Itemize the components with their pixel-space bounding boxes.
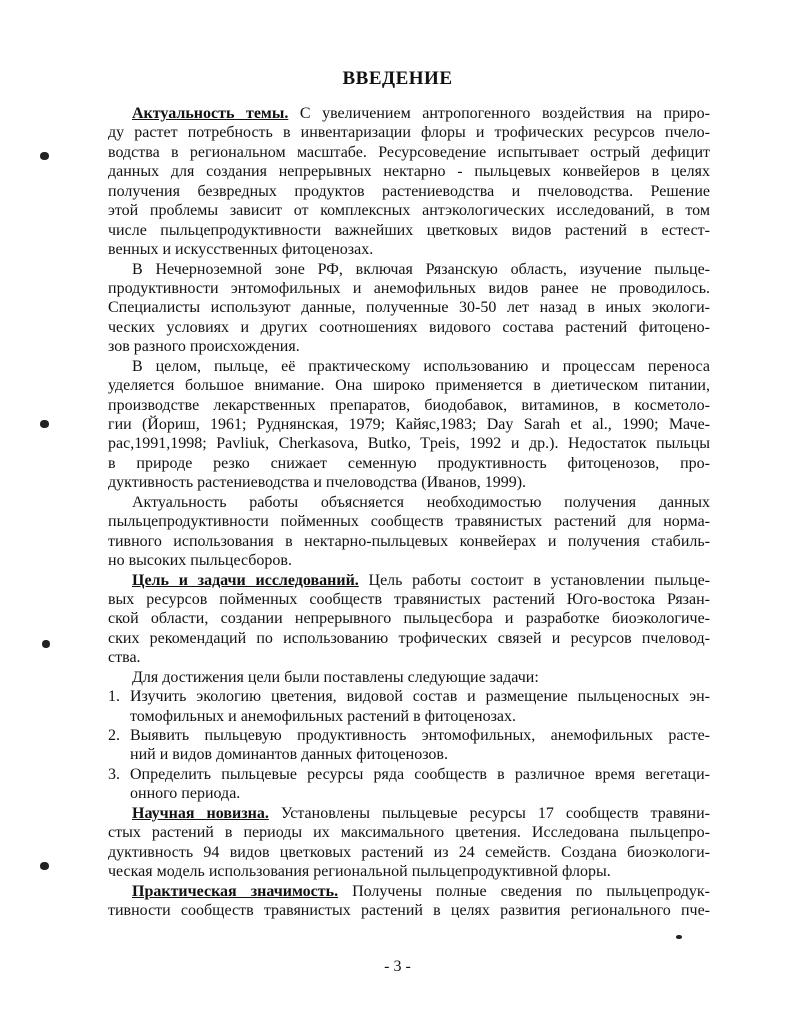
line-text: Установлены пыльцевые ресурсы 17 сообществ травяни- <box>268 804 710 822</box>
list-number: 1. <box>108 688 120 706</box>
text-line <box>108 551 710 570</box>
section-lead-heading: Практическая значимость. <box>132 882 339 900</box>
section-lead-heading: Научная новизна. <box>132 804 269 822</box>
document-body <box>108 104 710 920</box>
text-line <box>108 260 710 279</box>
line-text: ческая модель использования региональной пыльцепродуктивной флоры. <box>108 863 611 881</box>
line-text: в природе резко снижает семенную продуктивность фитоценозов, про- <box>108 454 710 472</box>
line-text: ства. <box>108 649 141 667</box>
line-text: продуктивности энтомофильных и анемофильных видов ранее не проводилось. <box>108 279 710 297</box>
line-text: В Нечерноземной зоне РФ, включая Рязанскую область, изучение пыльце- <box>132 260 710 278</box>
text-line <box>108 862 710 881</box>
line-text: ской области, создании непрерывного пыльцесбора и разработке биоэкологиче- <box>108 610 710 628</box>
text-line <box>108 318 710 337</box>
text-line <box>108 648 710 667</box>
text-line <box>108 162 710 181</box>
text-line <box>108 493 710 512</box>
line-text: но высоких пыльцесборов. <box>108 552 292 570</box>
text-line <box>108 182 710 201</box>
line-text: ческих условиях и других соотношениях видового состава растений фитоцено- <box>108 318 710 336</box>
text-line <box>108 298 710 317</box>
line-text: ду растет потребность в инвентаризации флоры и трофических ресурсов пчело- <box>108 124 710 142</box>
line-text: Специалисты используют данные, полученные 30-50 лет назад в иных экологи- <box>108 299 710 317</box>
text-line <box>108 415 710 434</box>
line-text: Выявить пыльцевую продуктивность энтомофильных, анемофильных расте- <box>130 727 710 744</box>
text-line <box>108 745 710 764</box>
line-text: числе пыльцепродуктивности важнейших цветковых видов растений в естест- <box>108 221 710 239</box>
line-text: ний и видов доминантов данных фитоценозов. <box>130 746 448 764</box>
line-text: венных и искусственных фитоценозах. <box>108 241 374 259</box>
line-text: дуктивность 94 видов цветковых растений из 24 семейств. Создана биоэкологи- <box>108 843 710 861</box>
text-line <box>108 201 710 220</box>
line-text: рас,1991,1998; Pavliuk, Cherkasova, Butko, Tpeis, 1992 и др.). Недостаток пыльцы <box>108 435 710 453</box>
text-line <box>108 571 710 590</box>
text-line <box>108 823 710 842</box>
page-number: - 3 - <box>384 958 411 975</box>
line-text: дуктивность растениеводства и пчеловодства (Иванов, 1999). <box>108 474 527 492</box>
line-text: томофильных и анемофильных растений в фитоценозах. <box>130 707 516 725</box>
text-line <box>108 221 710 240</box>
line-text: Получены полные сведения по пыльцепродук- <box>338 882 710 900</box>
text-line <box>108 376 710 395</box>
list-number: 2. <box>108 727 120 744</box>
section-lead-heading: Актуальность темы. <box>132 105 289 122</box>
text-line <box>108 707 710 726</box>
list-number: 3. <box>108 765 120 783</box>
line-text: Изучить экологию цветения, видовой состав и размещение пыльценосных эн- <box>130 688 710 706</box>
text-line <box>108 104 710 123</box>
text-line <box>108 629 710 648</box>
text-line <box>108 123 710 142</box>
line-text: стых растений в периоды их максимального цветения. Исследована пыльцепро- <box>108 824 710 842</box>
text-line <box>108 512 710 531</box>
line-text: тивности сообществ травянистых растений в целях развития регионального пче- <box>108 901 710 919</box>
text-line <box>108 882 710 901</box>
text-line <box>108 726 710 745</box>
text-line <box>108 784 710 803</box>
section-title: ВВЕДЕНИЕ <box>342 68 453 89</box>
text-line <box>108 357 710 376</box>
text-line <box>108 396 710 415</box>
line-text: водства в региональном масштабе. Ресурсоведение испытывает острый дефицит <box>108 143 710 161</box>
line-text: Цель работы состоит в установлении пыльце- <box>358 571 711 589</box>
text-line <box>108 590 710 609</box>
line-text: уделяется большое внимание. Она широко применяется в диетическом питании, <box>108 377 710 395</box>
line-text: производстве лекарственных препаратов, биодобавок, витаминов, в косметоло- <box>108 396 710 414</box>
line-text: онного периода. <box>130 785 241 803</box>
section-lead-heading: Цель и задачи исследований. <box>132 571 359 589</box>
line-text: данных для создания непрерывных нектарно - пыльцевых конвейеров в целях <box>108 163 710 181</box>
scan-artifact <box>40 152 49 160</box>
text-line <box>108 143 710 162</box>
line-text: зов разного происхождения. <box>108 338 300 356</box>
text-line <box>108 765 710 784</box>
line-text: вых ресурсов пойменных сообществ травянистых растений Юго-востока Рязан- <box>108 590 710 608</box>
text-line <box>108 454 710 473</box>
text-line <box>108 804 710 823</box>
line-text: этой проблемы зависит от комплексных антэкологических исследований, в том <box>108 202 710 220</box>
text-line <box>108 687 710 706</box>
text-line <box>108 843 710 862</box>
scan-artifact <box>42 640 50 648</box>
line-text: тивного использования в нектарно-пыльцевых конвейерах и получения стабиль- <box>108 532 710 550</box>
line-text: В целом, пыльце, её практическому использованию и процессам переноса <box>132 357 710 375</box>
line-text: С увеличением антропогенного воздействия на приро- <box>288 105 711 122</box>
text-line <box>108 240 710 259</box>
text-line <box>108 337 710 356</box>
line-text: ских рекомендаций по использованию трофических связей и ресурсов пчеловод- <box>108 629 710 647</box>
scan-artifact <box>40 862 49 870</box>
text-line <box>108 668 710 687</box>
line-text: Для достижения цели были поставлены следующие задачи: <box>132 668 539 686</box>
text-line <box>108 532 710 551</box>
line-text: Определить пыльцевые ресурсы ряда сообществ в различное время вегетаци- <box>130 765 710 783</box>
text-line <box>108 609 710 628</box>
line-text: получения безвредных продуктов растениеводства и пчеловодства. Решение <box>108 182 710 200</box>
scan-artifact <box>676 935 682 939</box>
text-line <box>108 901 710 920</box>
line-text: гии (Йориш, 1961; Руднянская, 1979; Кайяс,1983; Day Sarah et al., 1990; Маче- <box>108 416 710 433</box>
scan-artifact <box>40 420 49 428</box>
text-line <box>108 434 710 453</box>
text-line <box>108 473 710 492</box>
line-text: Актуальность работы объясняется необходимостью получения данных <box>132 493 710 511</box>
text-line <box>108 279 710 298</box>
line-text: пыльцепродуктивности пойменных сообществ травянистых растений для норма- <box>108 513 710 531</box>
